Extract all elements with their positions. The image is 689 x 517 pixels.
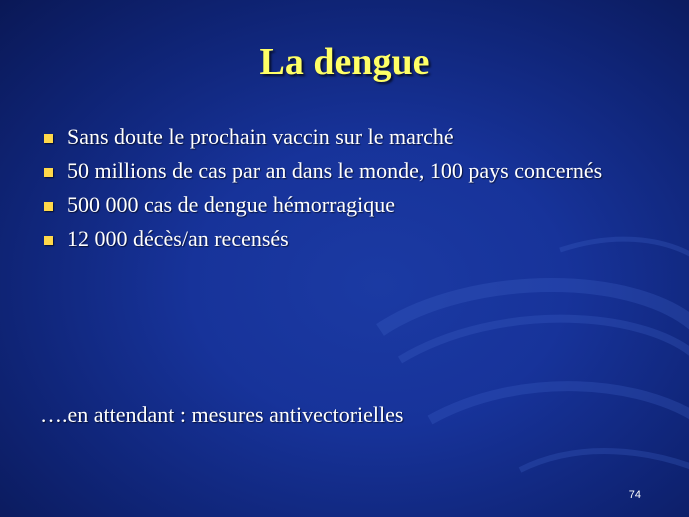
slide-title: La dengue [259, 41, 430, 83]
bullet-list [44, 124, 644, 260]
bullet-item [44, 226, 644, 252]
bullet-item [44, 158, 644, 184]
square-bullet-icon [44, 168, 53, 177]
bullet-text: 12 000 décès/an recensés [67, 226, 289, 251]
bullet-text: 500 000 cas de dengue hémorragique [67, 192, 396, 217]
bullet-item [44, 192, 644, 218]
square-bullet-icon [44, 134, 53, 143]
closing-statement: ….en attendant : mesures antivectorielles [40, 402, 404, 427]
bullet-item [44, 124, 644, 150]
square-bullet-icon [44, 202, 53, 211]
bullet-text: 50 millions de cas par an dans le monde, 100 pays concernés [67, 158, 603, 183]
slide-page-number: 74 [628, 489, 641, 501]
square-bullet-icon [44, 236, 53, 245]
bullet-text: Sans doute le prochain vaccin sur le marché [67, 124, 454, 149]
